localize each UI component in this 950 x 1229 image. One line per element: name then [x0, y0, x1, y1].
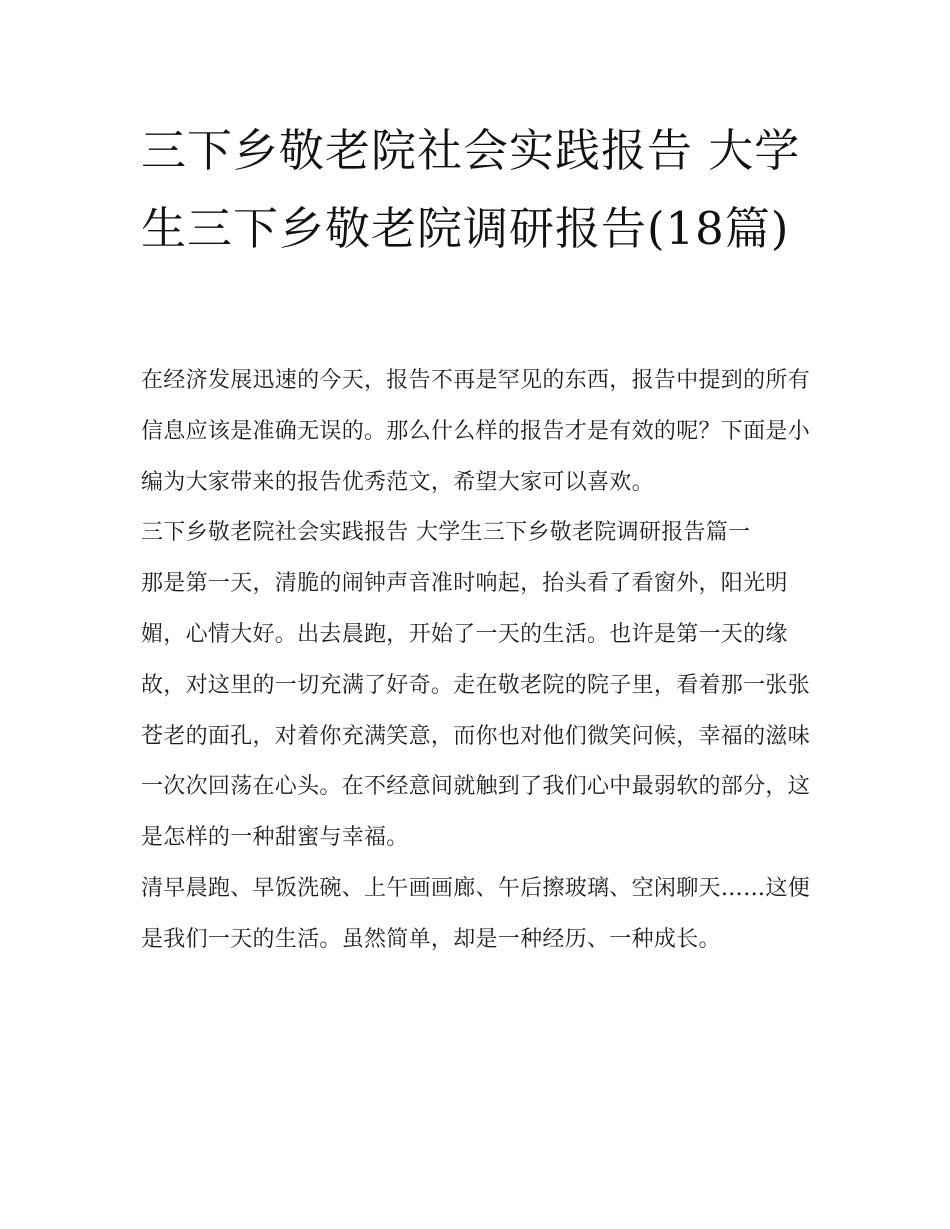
body-paragraph: 那是第一天，清脆的闹钟声音准时响起，抬头看了看窗外，阳光明媚，心情大好。出去晨跑，开始了一天的生活。也许是第一天的缘故，对这里的一切充满了好奇。走在敬老院的院子里，看着那一张张苍老的面孔，对着你充满笑意，而你也对他们微笑问候，幸福的滋味一次次回荡在心头。在不经意间就触到了我们心中最弱软的部分，这是怎样的一种甜蜜与幸福。: [141, 571, 811, 851]
intro-paragraph: 在经济发展迅速的今天，报告不再是罕见的东西，报告中提到的所有信息应该是准确无误的。那么什么样的报告才是有效的呢？下面是小编为大家带来的报告优秀范文，希望大家可以喜欢。: [141, 368, 811, 495]
document-body: [141, 356, 813, 966]
body-paragraph: 清早晨跑、早饭洗碗、上午画画廊、午后擦玻璃、空闲聊天……这便是我们一天的生活。虽然简单，却是一种经历、一种成长。: [141, 875, 811, 952]
section-heading: 三下乡敬老院社会实践报告 大学生三下乡敬老院调研报告篇一: [141, 520, 751, 546]
document-title: 三下乡敬老院社会实践报告 大学生三下乡敬老院调研报告(18篇): [141, 124, 801, 255]
